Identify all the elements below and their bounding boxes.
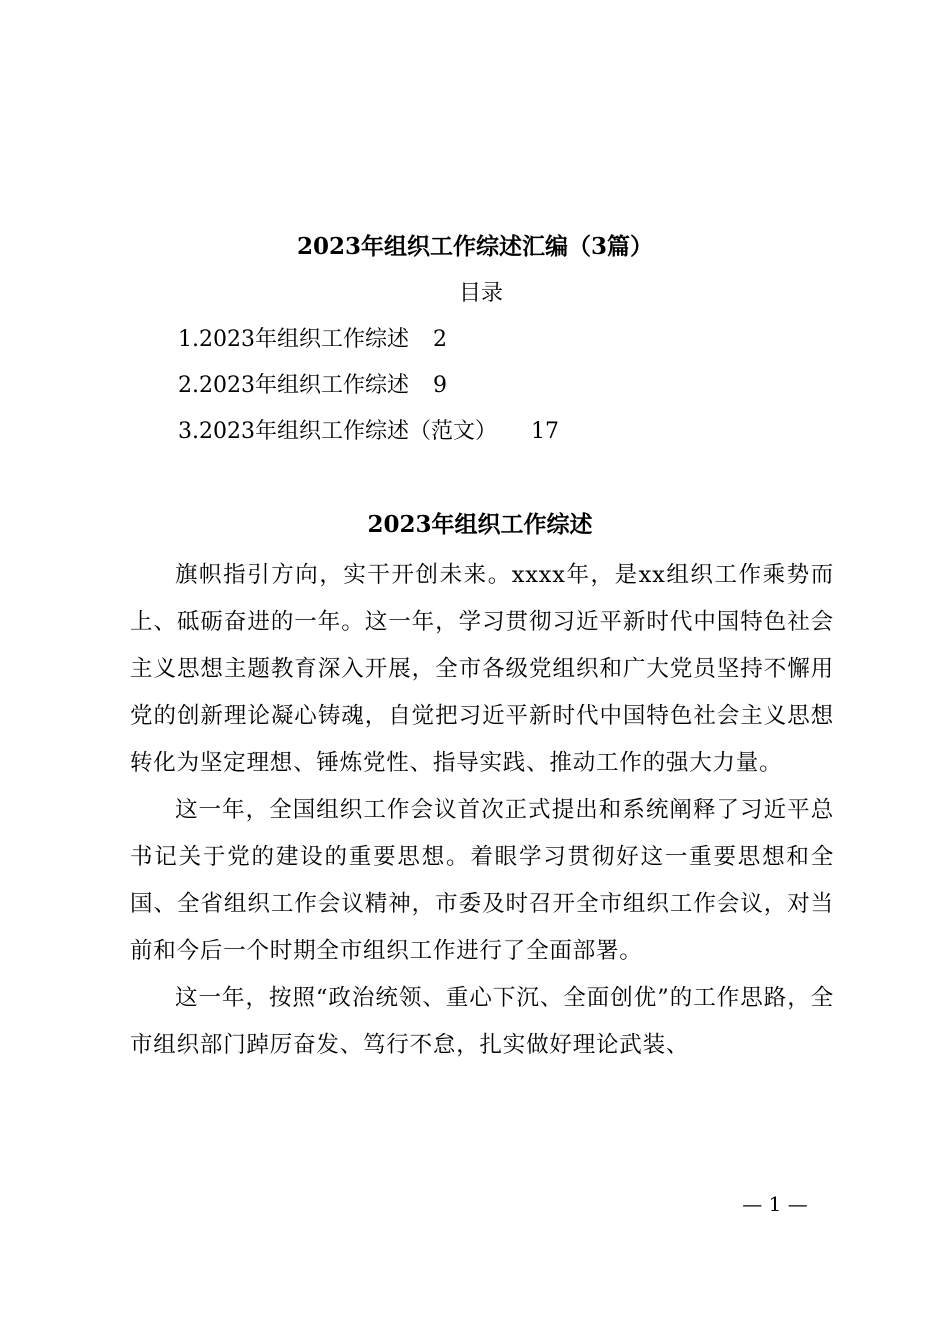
toc-item[interactable] xyxy=(178,371,559,417)
toc-item[interactable] xyxy=(178,417,559,463)
page-number: — 1 — xyxy=(742,1192,808,1216)
table-of-contents xyxy=(178,325,559,463)
article-body xyxy=(130,552,834,1069)
toc-heading: 目录 xyxy=(458,281,503,306)
toc-item-label: 1.2023年组织工作综述 xyxy=(178,327,409,352)
toc-item[interactable] xyxy=(178,325,559,371)
article-title: 2023年组织工作综述 xyxy=(367,511,593,538)
paragraph: 这一年，按照“政治统领、重心下沉、全面创优”的工作思路，全市组织部门踔厉奋发、笃行不怠，扎实做好理论武装、 xyxy=(130,985,834,1058)
document-title: 2023年组织工作综述汇编（3篇） xyxy=(296,233,654,260)
paragraph: 旗帜指引方向，实干开创未来。xxxx年，是xx组织工作乘势而上、砥砺奋进的一年。这一年，学习贯彻习近平新时代中国特色社会主义思想主题教育深入开展，全市各级党组织和广大党员坚持不懈用党的创新理论凝心铸魂，自觉把习近平新时代中国特色社会主义思想转化为坚定理想、锤炼党性、指导实践、推动工作的强大力量。 xyxy=(130,562,834,776)
toc-item-label: 2.2023年组织工作综述 xyxy=(178,373,409,398)
toc-item-page: 2 xyxy=(432,327,447,352)
toc-item-label: 3.2023年组织工作综述（范文） xyxy=(178,419,497,444)
toc-item-page: 17 xyxy=(530,419,559,444)
toc-item-page: 9 xyxy=(432,373,447,398)
paragraph: 这一年，全国组织工作会议首次正式提出和系统阐释了习近平总书记关于党的建设的重要思想。着眼学习贯彻好这一重要思想和全国、全省组织工作会议精神，市委及时召开全市组织工作会议，对当前和今后一个时期全市组织工作进行了全面部署。 xyxy=(130,797,834,964)
